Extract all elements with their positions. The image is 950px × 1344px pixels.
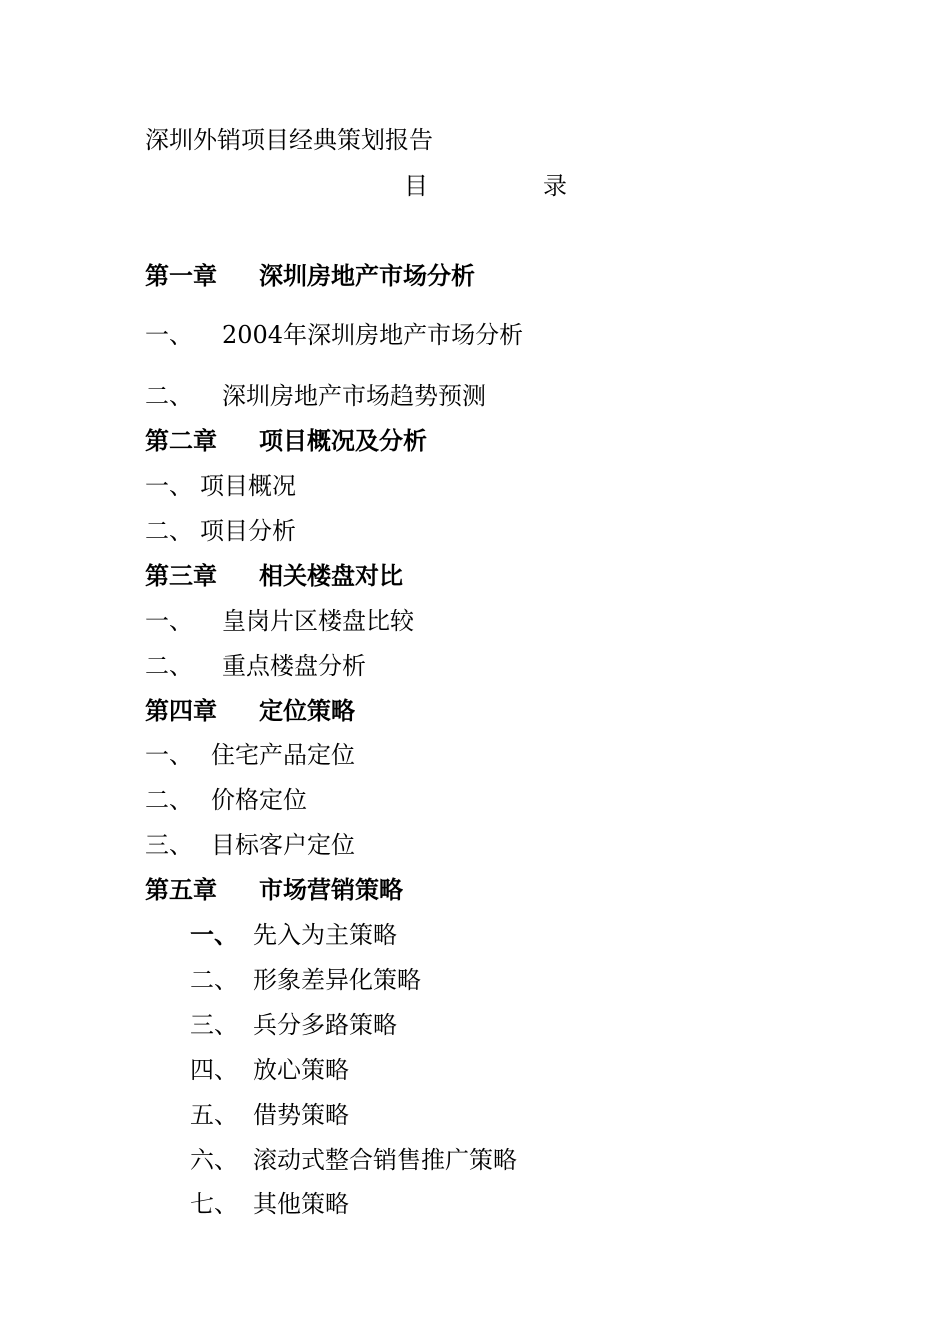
- chapter2-item1-text: 项目概况: [200, 472, 296, 500]
- chapter1-item1-text: 2004年深圳房地产市场分析: [222, 321, 524, 349]
- chapter5-item2-text: 形象差异化策略: [253, 966, 421, 994]
- chapter2-item1-num: 一、: [145, 472, 193, 500]
- toc-heading-part1: 目: [404, 172, 428, 200]
- chapter4-item1-text: 住宅产品定位: [211, 741, 355, 769]
- chapter5-item7-text: 其他策略: [253, 1190, 349, 1218]
- chapter5-item6-num: 六、: [190, 1146, 238, 1174]
- chapter5-item4-num: 四、: [190, 1056, 238, 1084]
- chapter4-title: 定位策略: [259, 696, 355, 725]
- chapter3-title: 相关楼盘对比: [259, 561, 403, 590]
- chapter5-item6-text: 滚动式整合销售推广策略: [253, 1146, 517, 1174]
- chapter4-item3-text: 目标客户定位: [211, 831, 355, 859]
- chapter4-item2-text: 价格定位: [211, 786, 307, 814]
- toc-heading-part2: 录: [543, 172, 567, 200]
- chapter5-item2-num: 二、: [190, 966, 238, 994]
- chapter2-item2-text: 项目分析: [200, 517, 296, 545]
- chapter1-title: 深圳房地产市场分析: [259, 261, 475, 290]
- chapter3-item1-text: 皇岗片区楼盘比较: [222, 607, 414, 635]
- chapter4-item2-num: 二、: [145, 786, 193, 814]
- chapter5-item1-text: 先入为主策略: [253, 921, 397, 949]
- chapter2-title: 项目概况及分析: [259, 426, 427, 455]
- chapter5-item5-num: 五、: [190, 1101, 238, 1129]
- chapter5-item3-text: 兵分多路策略: [253, 1011, 397, 1039]
- chapter4-item3-num: 三、: [145, 831, 193, 859]
- chapter3-label: 第三章: [145, 561, 217, 590]
- chapter5-item3-num: 三、: [190, 1011, 238, 1039]
- chapter2-item2-num: 二、: [145, 517, 193, 545]
- chapter5-title: 市场营销策略: [259, 875, 403, 904]
- document-title: 深圳外销项目经典策划报告: [145, 126, 433, 154]
- chapter5-item5-text: 借势策略: [253, 1101, 349, 1129]
- chapter5-item7-num: 七、: [190, 1190, 238, 1218]
- chapter1-item2-text: 深圳房地产市场趋势预测: [222, 382, 486, 410]
- chapter5-item4-text: 放心策略: [253, 1056, 349, 1084]
- chapter2-label: 第二章: [145, 426, 217, 455]
- chapter5-item1-num: 一、: [190, 920, 238, 949]
- chapter4-item1-num: 一、: [145, 741, 193, 769]
- chapter3-item2-text: 重点楼盘分析: [222, 652, 366, 680]
- chapter3-item1-num: 一、: [145, 607, 193, 635]
- chapter1-item2-num: 二、: [145, 382, 193, 410]
- chapter4-label: 第四章: [145, 696, 217, 725]
- chapter3-item2-num: 二、: [145, 652, 193, 680]
- chapter5-label: 第五章: [145, 875, 217, 904]
- chapter1-item1-num: 一、: [145, 321, 193, 349]
- chapter1-label: 第一章: [145, 261, 217, 290]
